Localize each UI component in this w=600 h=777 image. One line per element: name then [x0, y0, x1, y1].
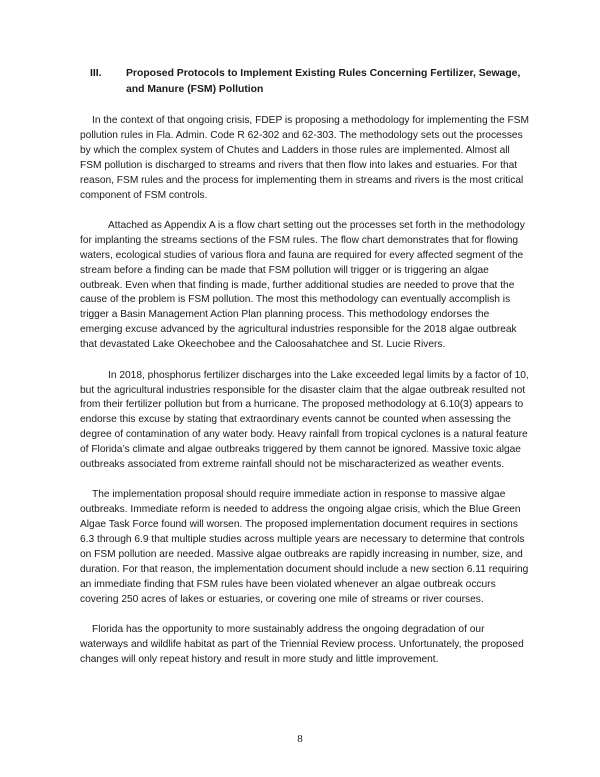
paragraph-4: The implementation proposal should require immediate action in response to massive algae outbreaks. Immediate reform is needed to address the ongoing algae crisis, which the Blue Green Algae Task Force found will worsen. The proposed implementation document requires in sections 6.3 through 6.9 that multiple studies across multiple years are necessary to determine that controls on FSM pollution are needed. Massive algae outbreaks are rapidly increasing in number, size, and duration. For that reason, the implementation document should include a new section 6.11 requiring an immediate finding that FSM rules have been violated whenever an algae outbreak occurs covering 250 acres of lakes or estuaries, or covering one mile of streams or river courses. — [80, 489, 529, 605]
page-content — [80, 66, 532, 683]
paragraph-2: Attached as Appendix A is a flow chart setting out the processes set forth in the methodology for implanting the streams sections of the FSM rules. The flow chart demonstrates that for flowing waters, ecological studies of various flora and fauna are required for every affected segment of the stream before a finding can be made that FSM pollution will trigger or is triggering an algae outbreak. Even when that finding is made, further additional studies are needed to prove that the cause of the problem is FSM pollution. The most this methodology can eventually accomplish is trigger a Basin Management Action Plan planning process. This methodology endorses the emerging excuse advanced by the agricultural industries responsible for the 2018 algae outbreak that devastated Lake Okeechobee and the Caloosahatchee and St. Lucie Rivers. — [80, 219, 525, 351]
section-heading — [90, 66, 532, 97]
section-number: III. — [90, 68, 102, 79]
page-number: 8 — [297, 733, 303, 745]
paragraph-1: In the context of that ongoing crisis, FDEP is proposing a methodology for implementing the FSM pollution rules in Fla. Admin. Code R 62-302 and 62-303. The methodology sets out the processes by which the complex system of Chutes and Ladders in those rules are implemented. Almost all FSM pollution is discharged to streams and rivers that then flow into lakes and estuaries. For that reason, FSM rules and the process for implementing them in streams and rivers is the most critical component of FSM controls. — [80, 115, 529, 201]
paragraph-5: Florida has the opportunity to more sustainably address the ongoing degradation of our waterways and wildlife habitat as part of the Triennial Review process. Unfortunately, the proposed changes will only repeat history and result in more study and little improvement. — [80, 624, 524, 665]
section-title: Proposed Protocols to Implement Existing Rules Concerning Fertilizer, Sewage, and Manure (FSM) Pollution — [126, 68, 521, 95]
paragraph-3: In 2018, phosphorus fertilizer discharges into the Lake exceeded legal limits by a factor of 10, but the agricultural industries responsible for the disaster claim that the algae outbreak resulted not from their fertilizer pollution but from a hurricane. The proposed methodology at 6.10(3) appears to endorse this excuse by stating that extraordinary events cannot be counted when assessing the degree of contamination of any water body. Heavy rainfall from tropical cyclones is a natural feature of Florida’s climate and algae outbreaks triggered by them cannot be ignored. Massive toxic algae outbreaks associated from extreme rainfall should not be mischaracterized as weather events. — [80, 369, 529, 471]
